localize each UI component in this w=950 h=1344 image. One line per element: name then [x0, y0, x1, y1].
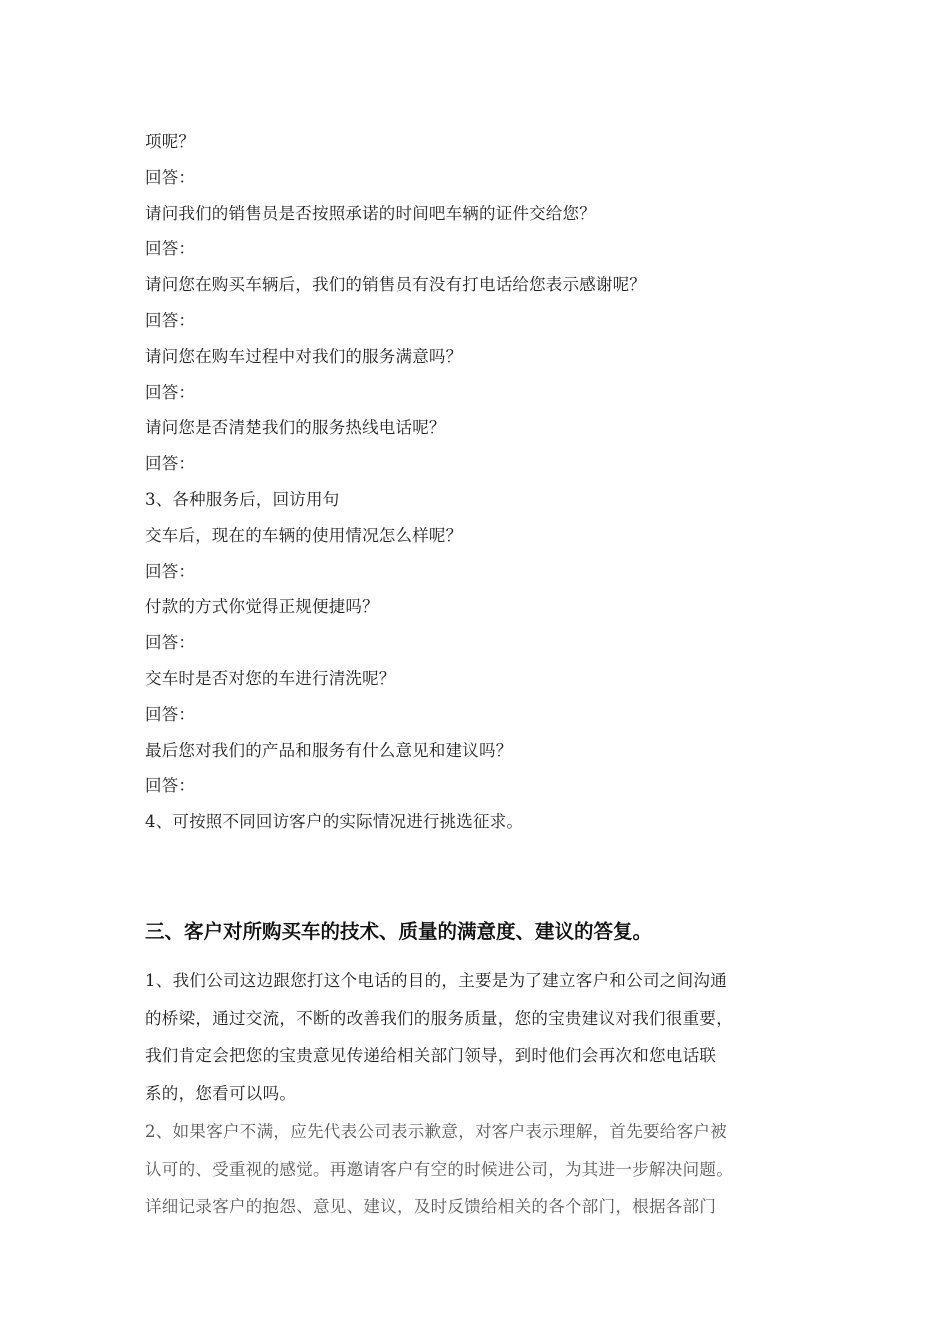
subsection-title: 4、可按照不同回访客户的实际情况进行挑选征求。 — [145, 812, 524, 832]
answer-label: 回答： — [145, 167, 196, 187]
answer-label: 回答： — [145, 776, 196, 796]
question-line: 请问您在购买车辆后，我们的销售员有没有打电话给您表示感谢呢？ — [145, 275, 646, 295]
paragraph-line: 我们肯定会把您的宝贵意见传递给相关部门领导，到时他们会再次和您电话联 — [145, 1046, 717, 1065]
paragraph-line: 系的，您看可以吗。 — [145, 1083, 297, 1103]
question-line: 交车后，现在的车辆的使用情况怎么样呢？ — [145, 525, 463, 545]
question-line: 最后您对我们的产品和服务有什么意见和建议吗？ — [145, 740, 513, 760]
section-heading: 三、客户对所购买车的技术、质量的满意度、建议的答复。 — [145, 920, 653, 943]
question-line: 交车时是否对您的车进行清洗呢？ — [145, 668, 396, 688]
paragraph-line: 详细记录客户的抱怨、意见、建议，及时反馈给相关的各个部门，根据各部门 — [145, 1197, 717, 1216]
paragraph-line: 认可的、受重视的感觉。再邀请客户有空的时候进公司，为其进一步解决问题。 — [145, 1159, 733, 1179]
question-line: 请问我们的销售员是否按照承诺的时间吧车辆的证件交给您？ — [145, 203, 596, 223]
question-line: 请问您在购车过程中对我们的服务满意吗？ — [145, 346, 463, 366]
paragraph-line: 1、我们公司这边跟您打这个电话的目的，主要是为了建立客户和公司之间沟通 — [145, 971, 727, 990]
answer-label: 回答： — [145, 561, 196, 581]
answer-label: 回答： — [145, 382, 196, 402]
answer-label: 回答： — [145, 704, 196, 724]
question-answer-list — [145, 124, 845, 840]
paragraph-line: 2、如果客户不满，应先代表公司表示歉意，对客户表示理解，首先要给客户被 — [145, 1122, 727, 1141]
answer-label: 回答： — [145, 310, 196, 330]
text-line: 项呢？ — [145, 132, 196, 151]
subsection-title: 3、各种服务后，回访用句 — [145, 489, 340, 509]
answer-label: 回答： — [145, 633, 196, 653]
paragraph-2 — [145, 1113, 835, 1226]
paragraph-1 — [145, 962, 835, 1112]
question-line: 付款的方式你觉得正规便捷吗？ — [145, 597, 379, 617]
paragraph-line: 的桥梁，通过交流，不断的改善我们的服务质量，您的宝贵建议对我们很重要， — [145, 1008, 733, 1028]
question-line: 请问您是否清楚我们的服务热线电话呢？ — [145, 418, 446, 438]
answer-label: 回答： — [145, 454, 196, 474]
answer-label: 回答： — [145, 239, 196, 259]
